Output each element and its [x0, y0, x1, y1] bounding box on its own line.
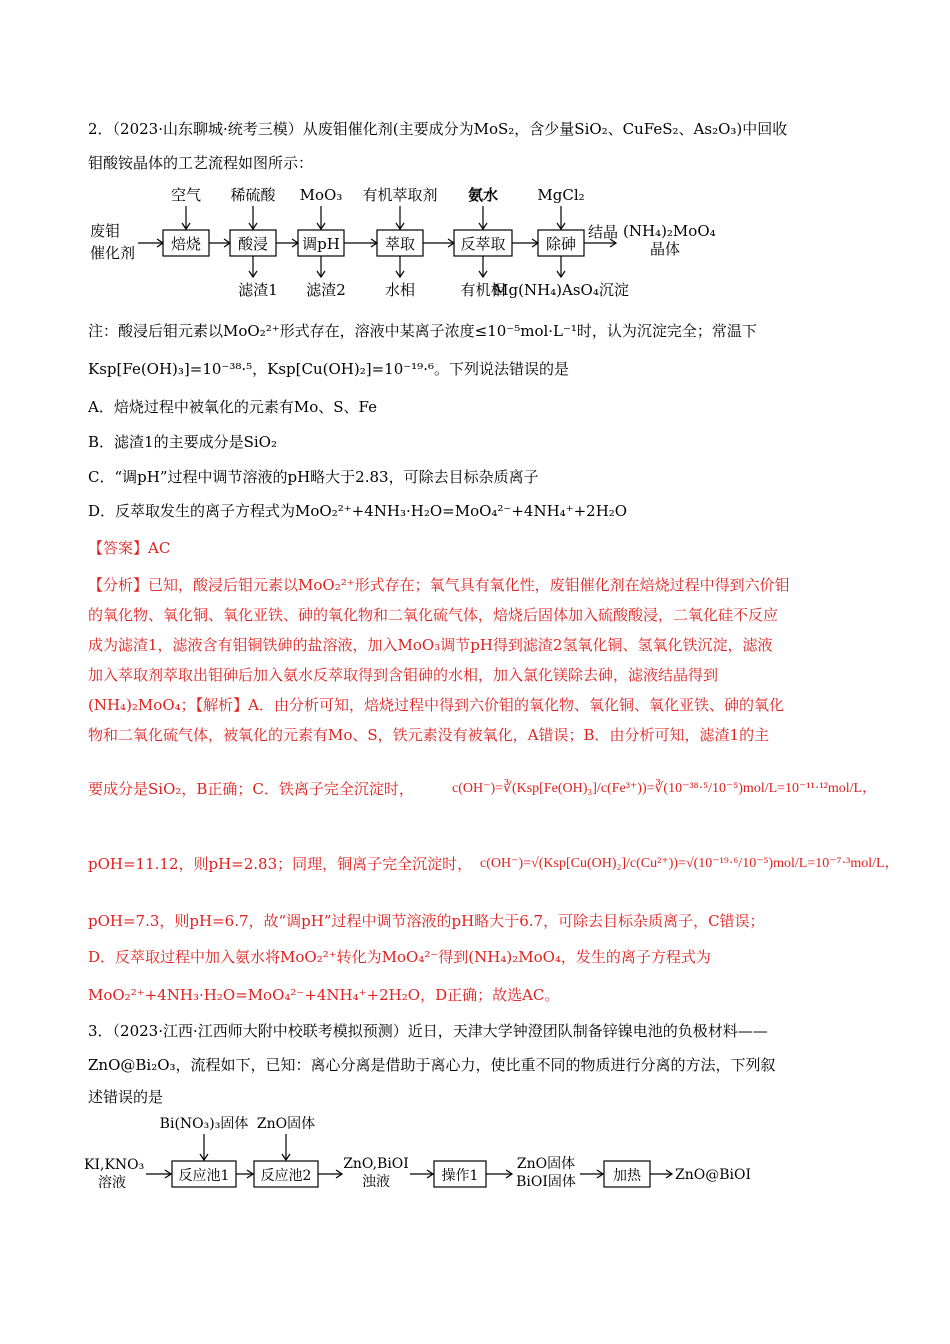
q2-analysis-line2: 的氧化物、氧化铜、氧化亚铁、砷的氧化物和二氧化硫气体，焙烧后固体加入硫酸酸浸，二氧化硅不反应 — [88, 606, 779, 624]
q2-option-b: B．滤渣1的主要成分是SiO₂ — [88, 433, 277, 451]
q3-flow-diagram — [84, 1110, 774, 1200]
flow1-box-label-3: 萃取 — [384, 235, 416, 253]
flow2-mid2-line1: ZnO固体 — [516, 1156, 576, 1172]
flow2-mid2-line2: BiOI固体 — [516, 1174, 576, 1190]
q2-analysis-line4: 加入萃取剂萃取出钼砷后加入氨水反萃取得到含钼砷的水相，加入氯化镁除去砷，滤液结晶得到 — [88, 666, 719, 684]
flow1-output-organic: 有机相 — [460, 281, 506, 299]
flow2-box-label-1: 反应池2 — [260, 1168, 312, 1184]
q2-analysis-line3: 成为滤渣1，滤液含有钼铜铁砷的盐溶液，加入MoO₃调节pH得到滤渣2氢氧化铜、氢氧化铁沉淀，滤液 — [88, 636, 773, 654]
flow1-box-label-2: 调pH — [302, 235, 340, 253]
flow1-input-extractant: 有机萃取剂 — [362, 186, 438, 204]
flow2-mid1-line2: 浊液 — [362, 1174, 390, 1190]
flow1-input-arrows — [182, 206, 565, 229]
q2-explain-d1: D．反萃取过程中加入氨水将MoO₂²⁺转化为MoO₄²⁻得到(NH₄)₂MoO₄，发生的离子方程式为 — [88, 948, 711, 966]
flow1-product-line1: (NH₄)₂MoO₄ — [623, 222, 716, 240]
flow2-start-line1: KI,KNO₃ — [84, 1157, 145, 1173]
flow2-box-label-0: 反应池1 — [178, 1168, 230, 1184]
q2-calc2-prefix: pOH=11.12，则pH=2.83；同理，铜离子完全沉淀时， — [88, 855, 473, 873]
q2-option-a: A．焙烧过程中被氧化的元素有Mo、S、Fe — [88, 398, 377, 416]
flow1-input-ammonia: 氨水 — [467, 186, 499, 204]
q2-stem-line2: 钼酸铵晶体的工艺流程如图所示： — [88, 154, 314, 172]
flow1-input-acid: 稀硫酸 — [230, 186, 276, 204]
flow1-box-label-1: 酸浸 — [237, 235, 269, 253]
flow1-output-residue2: 滤渣2 — [306, 281, 346, 299]
q2-analysis-line5: (NH₄)₂MoO₄；【解析】A．由分析可知，焙烧过程中得到六价钼的氧化物、氧化铜、氧化亚铁、砷的氧化 — [88, 696, 784, 714]
flow2-input-bino3: Bi(NO₃)₃固体 — [159, 1116, 249, 1132]
flow2-product: ZnO@BiOI — [675, 1167, 751, 1183]
q3-stem-line2: ZnO@Bi₂O₃，流程如下，已知：离心分离是借助于离心力，使比重不同的物质进行分离的方法，下列叙 — [88, 1056, 776, 1074]
flow2-start-line2: 溶液 — [98, 1175, 126, 1191]
flow2-input-zno: ZnO固体 — [256, 1116, 316, 1132]
flow1-output-precipitate: Mg(NH₄)AsO₄沉淀 — [493, 281, 629, 299]
flow1-output-residue1: 滤渣1 — [238, 281, 278, 299]
q2-explain-d2: MoO₂²⁺+4NH₃·H₂O=MoO₄²⁻+4NH₄⁺+2H₂O，D正确；故选AC。 — [88, 986, 560, 1004]
q2-option-d: D．反萃取发生的离子方程式为MoO₂²⁺+4NH₃·H₂O=MoO₄²⁻+4NH₄⁺+2H₂O — [88, 502, 628, 520]
flow2-mid1-line1: ZnO,BiOI — [343, 1156, 409, 1172]
q2-flow-diagram — [88, 180, 728, 305]
flow1-input-moo3: MoO₃ — [299, 186, 343, 204]
flow1-box-label-4: 反萃取 — [460, 235, 506, 253]
q2-stem-line1 — [88, 118, 787, 140]
q2-analysis-line6: 物和二氧化硫气体，被氧化的元素有Mo、S，铁元素没有被氧化，A错误；B．由分析可知，滤渣1的主 — [88, 726, 770, 744]
flow1-box-label-5: 除砷 — [545, 235, 577, 253]
flow1-output-arrows — [249, 256, 565, 277]
q2-option-c: C．“调pH”过程中调节溶液的pH略大于2.83，可除去目标杂质离子 — [88, 468, 539, 486]
flow2-box-label-2: 操作1 — [441, 1168, 479, 1184]
flow1-start-line2: 催化剂 — [90, 244, 136, 262]
q2-calc1-equation: c(OH⁻)=∛(Ksp[Fe(OH)₃]/c(Fe³⁺))=∛(10⁻³⁸·⁵/10⁻⁵)mol/L=10⁻¹¹·¹²mol/L， — [452, 781, 877, 796]
q2-stem-text1: 2．（2023·山东聊城·统考三模）从废钼催化剂(主要成分为MoS₂，含少量SiO₂、CuFeS₂、As₂O₃)中回收 — [88, 120, 788, 138]
flow1-input-mgcl2: MgCl₂ — [537, 186, 585, 204]
q2-explain-c: pOH=7.3，则pH=6.7，故“调pH”过程中调节溶液的pH略大于6.7，可除去目标杂质离子，C错误； — [88, 912, 765, 930]
flow1-product-line2: 晶体 — [650, 240, 681, 258]
q2-note-line2: Ksp[Fe(OH)₃]=10⁻³⁸·⁵，Ksp[Cu(OH)₂]=10⁻¹⁹·⁶。下列说法错误的是 — [88, 360, 569, 378]
flow1-output-water: 水相 — [384, 281, 416, 299]
q2-calc2-equation: c(OH⁻)=√(Ksp[Cu(OH)₂]/c(Cu²⁺))=√(10⁻¹⁹·⁶/10⁻⁵)mol/L=10⁻⁷·³mol/L， — [480, 856, 899, 871]
q3-stem-line3: 述错误的是 — [88, 1088, 164, 1106]
flow1-input-air: 空气 — [170, 186, 202, 204]
flow1-end-step: 结晶 — [588, 223, 619, 241]
flow1-start-line1: 废钼 — [90, 222, 121, 240]
q2-calc1-prefix: 要成分是SiO₂，B正确；C．铁离子完全沉淀时， — [88, 780, 414, 798]
q3-stem-line1: 3．（2023·江西·江西师大附中校联考模拟预测）近日，天津大学钟澄团队制备锌镍电池的负极材料—— — [88, 1022, 768, 1040]
q2-note-line1: 注：酸浸后钼元素以MoO₂²⁺形式存在，溶液中某离子浓度≤10⁻⁵mol·L⁻¹时，认为沉淀完全；常温下 — [88, 322, 757, 340]
q2-answer: 【答案】AC — [88, 539, 171, 557]
flow2-box-label-3: 加热 — [613, 1168, 641, 1184]
flow1-box-label-0: 焙烧 — [170, 235, 202, 253]
q2-analysis-line1: 【分析】已知，酸浸后钼元素以MoO₂²⁺形式存在；氧气具有氧化性，废钼催化剂在焙烧过程中得到六价钼 — [88, 576, 790, 594]
